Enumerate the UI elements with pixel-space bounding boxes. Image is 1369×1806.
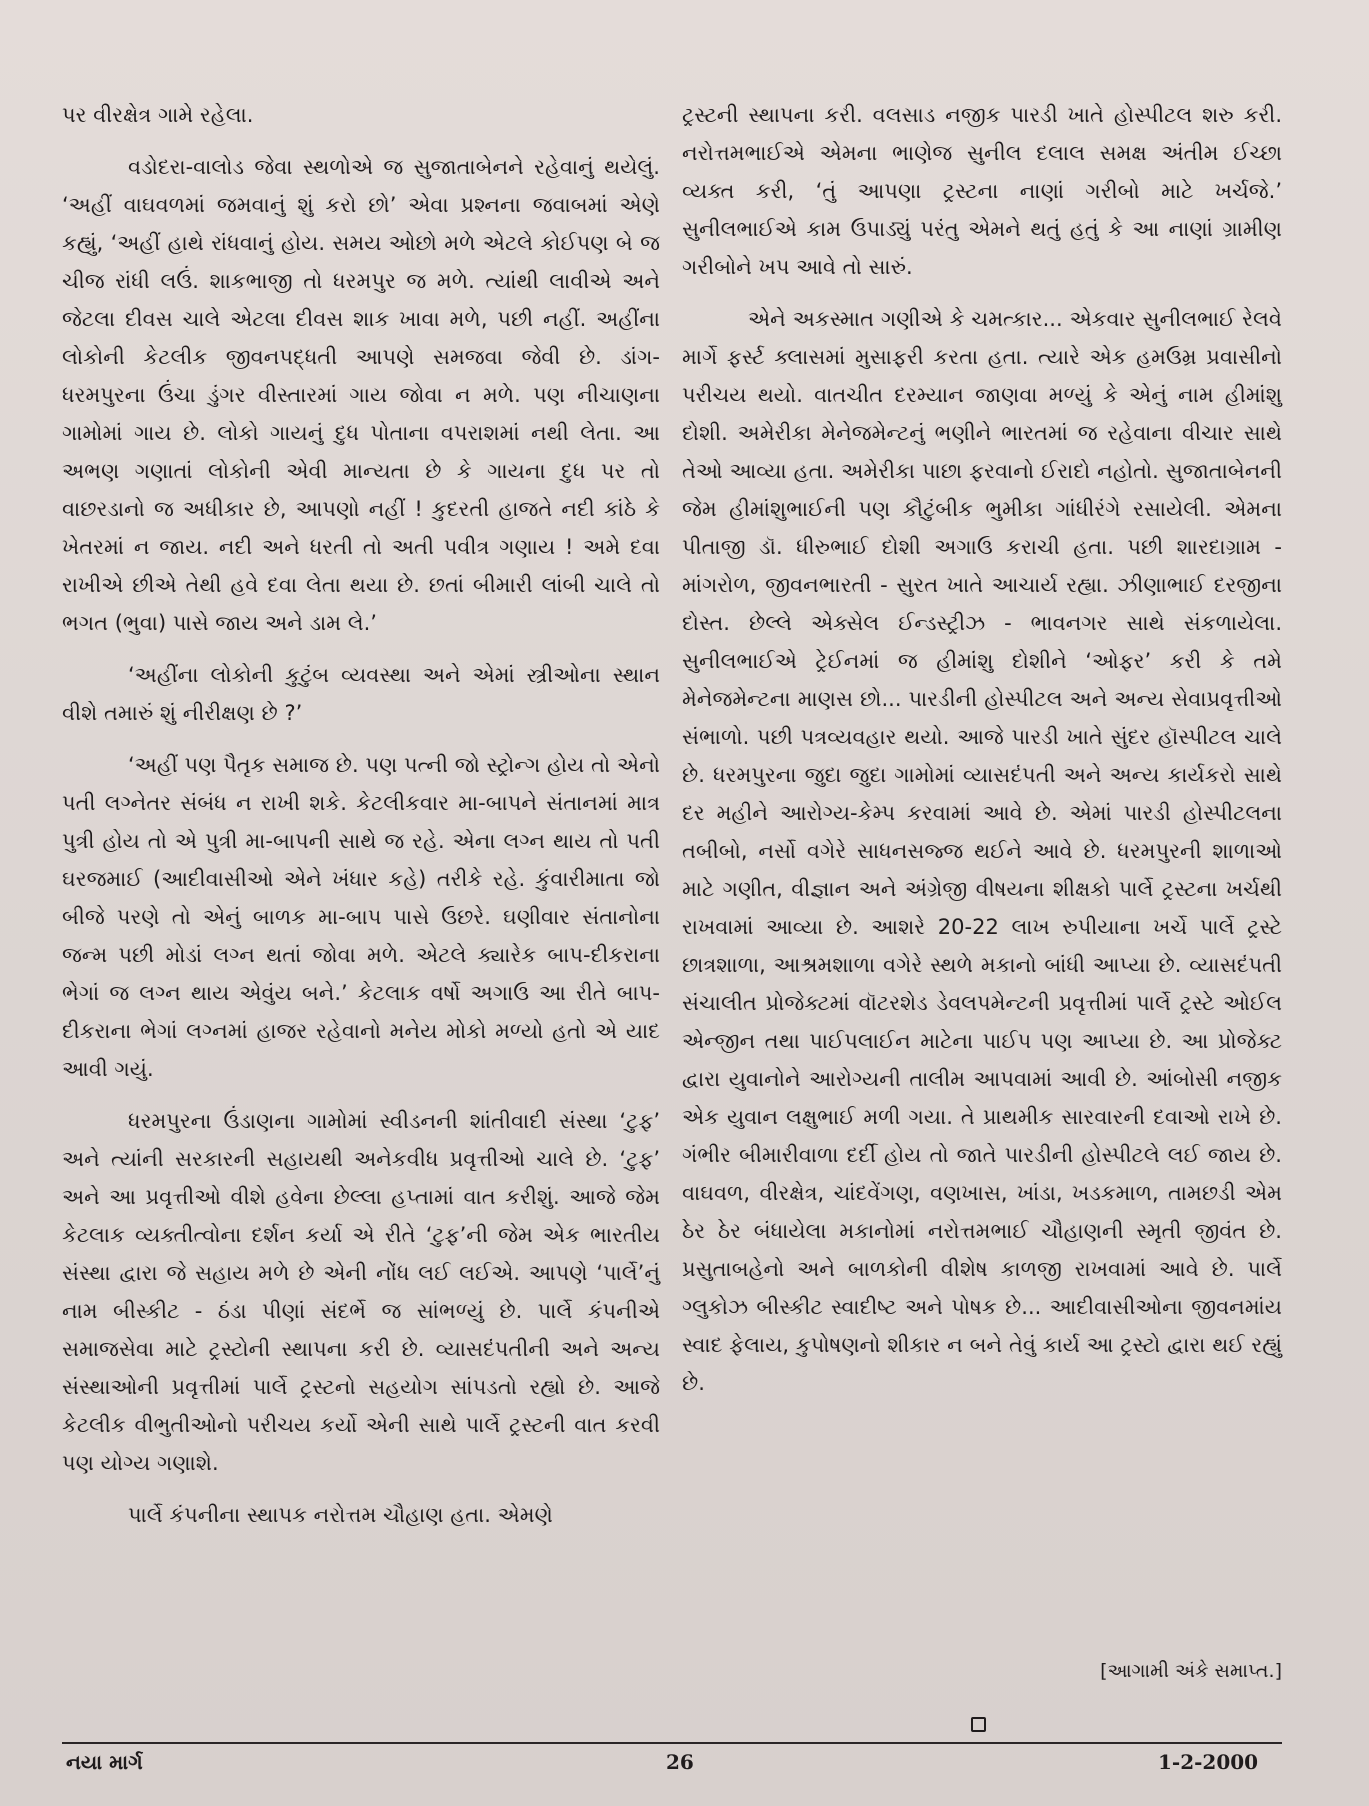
continuation-note: [આગામી અંકે સમાપ્ત.] xyxy=(1100,1660,1282,1682)
left-column xyxy=(62,96,660,1548)
paragraph: ટ્રસ્ટની સ્થાપના કરી. વલસાડ નજીક પારડી ખાતે હોસ્પીટલ શરુ કરી. નરોત્તમભાઈએ એમના ભાણેજ સુનીલ દલાલ સમક્ષ અંતીમ ઈચ્છા વ્યક્ત કરી, ‘તું આપણા ટ્રસ્ટના નાણાં ગરીબો માટે ખર્ચજે.’ સુનીલભાઈએ કામ ઉપાડ્યું પરંતુ એમને થતું હતું કે આ નાણાં ગ્રામીણ ગરીબોને ખપ આવે તો સારું. xyxy=(682,103,1282,279)
publication-name: નયા માર્ગ xyxy=(66,1750,143,1774)
paragraph: વડોદરા-વાલોડ જેવા સ્થળોએ જ સુજાતાબેનને રહેવાનું થયેલું. ‘અહીં વાઘવળમાં જમવાનું શું કરો છો’ એવા પ્રશ્નના જવાબમાં એણે કહ્યું, ‘અહીં હાથે રાંધવાનું હોય. સમય ઓછો મળે એટલે કોઈપણ બે જ ચીજ રાંધી લઉં. શાકભાજી તો ધરમપુર જ મળે. ત્યાંથી લાવીએ અને જેટલા દીવસ ચાલે એટલા દીવસ શાક ખાવા મળે, પછી નહીં. અહીંના લોકોની કેટલીક જીવનપદ્ધતી આપણે સમજવા જેવી છે. ડાંગ-ધરમપુરના ઉંચા ડુંગર વીસ્તારમાં ગાય જોવા ન મળે. પણ નીચાણના ગામોમાં ગાય છે. લોકો ગાયનું દુધ પોતાના વપરાશમાં નથી લેતા. આ અભણ ગણાતાં લોકોની એવી માન્યતા છે કે ગાયના દુધ પર તો વાછરડાનો જ અધીકાર છે, આપણો નહીં ! કુદરતી હાજતે નદી કાંઠે કે ખેતરમાં ન જાય. નદી અને ધરતી તો અતી પવીત્ર ગણાય ! અમે દવા રાખીએ છીએ તેથી હવે દવા લેતા થયા છે. છતાં બીમારી લાંબી ચાલે તો ભગત (ભુવા) પાસે જાય અને ડામ લે.’ xyxy=(62,155,661,635)
right-column xyxy=(682,96,1282,1416)
paragraph: એને અકસ્માત ગણીએ કે ચમત્કાર... એકવાર સુનીલભાઈ રેલવે માર્ગે ફર્સ્ટ ક્લાસમાં મુસાફરી કરતા હતા. ત્યારે એક હમઉમ્ર પ્રવાસીનો પરીચય થયો. વાતચીત દરમ્યાન જાણવા મળ્યું કે એનું નામ હીમાંશુ દોશી. અમેરીકા મેનેજમેન્ટનું ભણીને ભારતમાં જ રહેવાના વીચાર સાથે તેઓ આવ્યા હતા. અમેરીકા પાછા ફરવાનો ઈરાદો નહોતો. સુજાતાબેનની જેમ હીમાંશુભાઈની પણ કૌટુંબીક ભુમીકા ગાંધીરંગે રસાયેલી. એમના પીતાજી ડૉ. ધીરુભાઈ દોશી અગાઉ કરાચી હતા. પછી શારદાગ્રામ - માંગરોળ, જીવનભારતી - સુરત ખાતે આચાર્ય રહ્યા. ઝીણાભાઈ દરજીના દોસ્ત. છેલ્લે એક્સેલ ઈન્ડસ્ટ્રીઝ - ભાવનગર સાથે સંકળાયેલા. સુનીલભાઈએ ટ્રેઈનમાં જ હીમાંશુ દોશીને ‘ઓફર’ કરી કે તમે મેનેજમેન્ટના માણસ છો... પારડીની હોસ્પીટલ અને અન્ય સેવાપ્રવૃત્તીઓ સંભાળો. પછી પત્રવ્યવહાર થયો. આજે પારડી ખાતે સુંદર હૉસ્પીટલ ચાલે છે. ધરમપુરના જુદા જુદા ગામોમાં વ્યાસદંપતી અને અન્ય કાર્યકરો સાથે દર મહીને આરોગ્ય-કેમ્પ કરવામાં આવે છે. એમાં પારડી હોસ્પીટલના તબીબો, નર્સો વગેરે સાધનસજ્જ થઈને આવે છે. ધરમપુરની શાળાઓ માટે ગણીત, વીજ્ઞાન અને અંગ્રેજી વીષયના શીક્ષકો પાર્લે ટ્રસ્ટના ખર્ચથી રાખવામાં આવ્યા છે. આશરે 20-22 લાખ રુપીયાના ખર્ચે પાર્લે ટ્રસ્ટે છાત્રશાળા, આશ્રમશાળા વગેરે સ્થળે મકાનો બાંધી આપ્યા છે. વ્યાસદંપતી સંચાલીત પ્રોજેક્ટમાં વૉટરશેડ ડેવલપમેન્ટની પ્રવૃત્તીમાં પાર્લે ટ્રસ્ટે ઓઈલ એન્જીન તથા પાઈપલાઈન માટેના પાઈપ પણ આપ્યા છે. આ પ્રોજેક્ટ દ્વારા યુવાનોને આરોગ્યની તાલીમ આપવામાં આવી છે. આંબોસી નજીક એક યુવાન લક્ષુભાઈ મળી ગયા. તે પ્રાથમીક સારવારની દવાઓ રાખે છે. ગંભીર બીમારીવાળા દર્દી હોય તો જાતે પારડીની હોસ્પીટલે લઈ જાય છે. વાઘવળ, વીરક્ષેત્ર, ચાંદવેંગણ, વણખાસ, ખાંડા, ખડકમાળ, તામછડી એમ ઠેર ઠેર બંધાયેલા મકાનોમાં નરોત્તમભાઈ ચૌહાણની સ્મૃતી જીવંત છે. પ્રસુતાબહેનો અને બાળકોની વીશેષ કાળજી રાખવામાં આવે છે. પાર્લે ગ્લુકોઝ બીસ્કીટ સ્વાદીષ્ટ અને પોષક છે... આદીવાસીઓના જીવનમાંય સ્વાદ ફેલાય, કુપોષણનો શીકાર ન બને તેવું કાર્ય આ ટ્રસ્ટો દ્વારા થઈ રહ્યું છે. xyxy=(682,307,1282,1395)
paragraph: ‘અહીંના લોકોની કુટુંબ વ્યવસ્થા અને એમાં સ્ત્રીઓના સ્થાન વીશે તમારું શું નીરીક્ષણ છે ?’ xyxy=(62,663,660,725)
issue-date: 1-2-2000 xyxy=(1158,1750,1259,1774)
paragraph: પાર્લે કંપનીના સ્થાપક નરોત્તમ ચૌહાણ હતા. એમણે xyxy=(128,1503,553,1527)
footer-divider xyxy=(62,1742,1282,1744)
paragraph: ‘અહીં પણ પૈતૃક સમાજ છે. પણ પત્ની જો સ્ટ્રોન્ગ હોય તો એનો પતી લગ્નેતર સંબંધ ન રાખી શકે. કેટલીકવાર મા-બાપને સંતાનમાં માત્ર પુત્રી હોય તો એ પુત્રી મા-બાપની સાથે જ રહે. એના લગ્ન થાય તો પતી ઘરજમાઈ (આદીવાસીઓ એને ખંધાર કહે) તરીકે રહે. કુંવારીમાતા જો બીજે પરણે તો એનું બાળક મા-બાપ પાસે ઉછરે. ઘણીવાર સંતાનોના જન્મ પછી મોડાં લગ્ન થતાં જોવા મળે. એટલે ક્યારેક બાપ-દીકરાના ભેગાં જ લગ્ન થાય એવુંય બને.’ કેટલાક વર્ષો અગાઉ આ રીતે બાપ-દીકરાના ભેગાં લગ્નમાં હાજર રહેવાનો મનેય મોકો મળ્યો હતો એ યાદ આવી ગયું. xyxy=(62,753,660,1081)
end-of-article-square-icon xyxy=(971,1717,986,1732)
paragraph: ધરમપુરના ઉંડાણના ગામોમાં સ્વીડનની શાંતીવાદી સંસ્થા ‘ટુફ’ અને ત્યાંની સરકારની સહાયથી અનેકવીધ પ્રવૃત્તીઓ ચાલે છે. ‘ટુફ’ અને આ પ્રવૃત્તીઓ વીશે હવેના છેલ્લા હપ્તામાં વાત કરીશું. આજે જેમ કેટલાક વ્યક્તીત્વોના દર્શન કર્યા એ રીતે ‘ટુફ’ની જેમ એક ભારતીય સંસ્થા દ્વારા જે સહાય મળે છે એની નોંધ લઈ લઈએ. આપણે ‘પાર્લે’નું નામ બીસ્કીટ - ઠંડા પીણાં સંદર્ભે જ સાંભળ્યું છે. પાર્લે કંપનીએ સમાજસેવા માટે ટ્રસ્ટોની સ્થાપના કરી છે. વ્યાસદંપતીની અને અન્ય સંસ્થાઓની પ્રવૃત્તીમાં પાર્લે ટ્રસ્ટનો સહયોગ સાંપડતો રહ્યો છે. આજે કેટલીક વીભુતીઓનો પરીચય કર્યો એની સાથે પાર્લે ટ્રસ્ટની વાત કરવી પણ યોગ્ય ગણાશે. xyxy=(62,1109,660,1475)
page-number: 26 xyxy=(666,1750,694,1774)
paragraph: પર વીરક્ષેત્ર ગામે રહેલા. xyxy=(62,103,254,127)
